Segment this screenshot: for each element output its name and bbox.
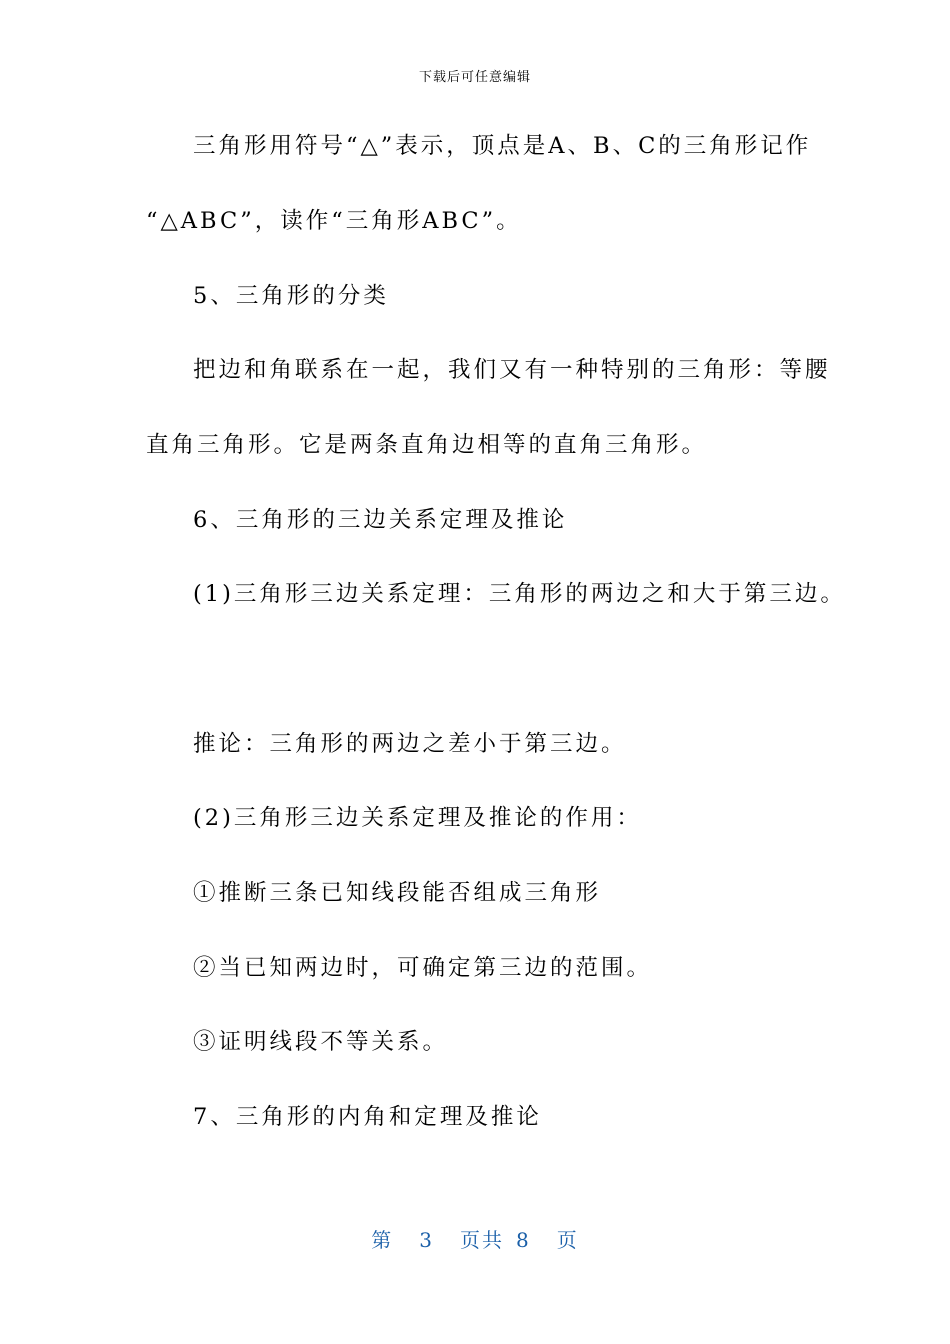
paragraph-line: 把边和角联系在一起，我们又有一种特别的三角形：等腰 xyxy=(193,357,831,383)
section-heading: 7、三角形的内角和定理及推论 xyxy=(193,1104,542,1130)
paragraph-line: 三角形用符号“△”表示，顶点是A、B、C的三角形记作 xyxy=(193,133,812,159)
paragraph-line: 推论：三角形的两边之差小于第三边。 xyxy=(193,731,627,757)
paragraph-line: (1)三角形三边关系定理：三角形的两边之和大于第三边。 xyxy=(193,581,846,607)
current-page-number: 3 xyxy=(419,1228,434,1252)
list-item: ②当已知两边时，可确定第三边的范围。 xyxy=(193,955,653,981)
section-heading: 6、三角形的三边关系定理及推论 xyxy=(193,507,568,533)
list-item: ①推断三条已知线段能否组成三角形 xyxy=(193,880,602,906)
page-label-prefix: 第 xyxy=(371,1228,394,1252)
list-item: ③证明线段不等关系。 xyxy=(193,1029,449,1055)
page-label-middle: 页共 xyxy=(460,1228,504,1252)
paragraph-line: “△ABC”，读作“三角形ABC”。 xyxy=(146,208,522,234)
total-page-number: 8 xyxy=(516,1228,531,1252)
paragraph-line: 直角三角形。它是两条直角边相等的直角三角形。 xyxy=(146,432,708,458)
paragraph-line: (2)三角形三边关系定理及推论的作用： xyxy=(193,805,642,831)
page-footer xyxy=(0,1224,950,1253)
page-header: 下载后可任意编辑 xyxy=(418,70,531,85)
page-label-suffix: 页 xyxy=(556,1228,579,1252)
section-heading: 5、三角形的分类 xyxy=(193,283,389,309)
